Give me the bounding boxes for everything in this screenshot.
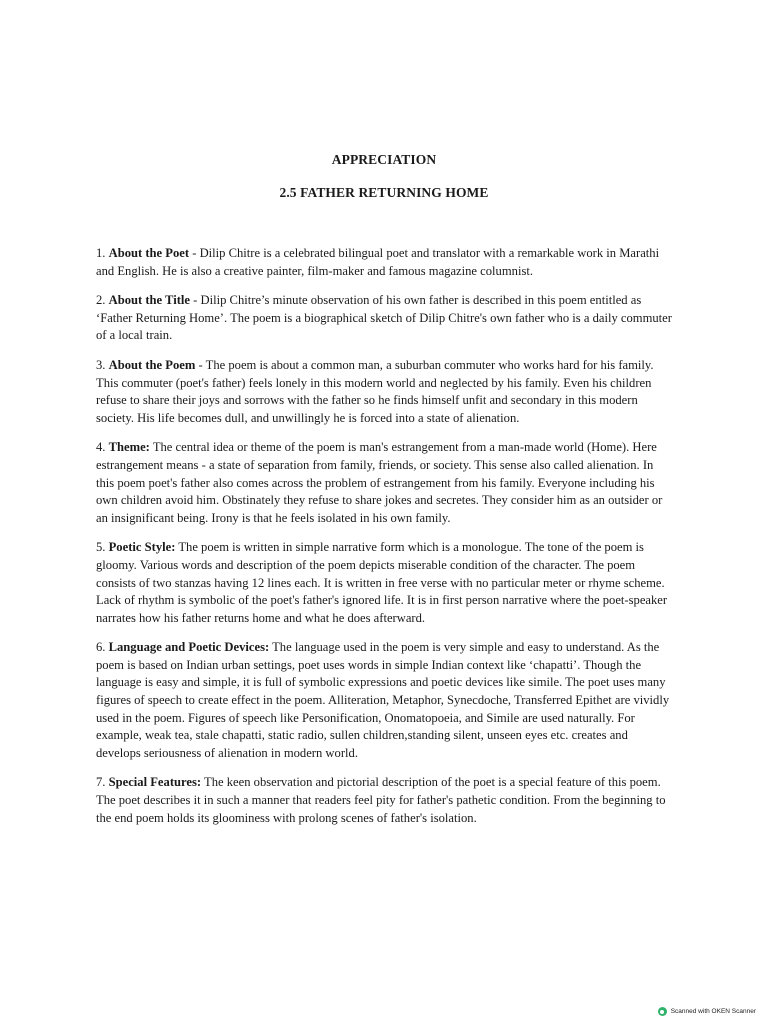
section-number: 4. xyxy=(96,440,106,455)
section-theme xyxy=(96,439,674,527)
section-title: Language and Poetic Devices: xyxy=(108,640,270,655)
section-about-poet: 1. About the Poet - Dilip Chitre is a celebrated bilingual poet and translator with a remarkable work in Marathi and English. He is also a creative painter, film-maker and famous magazine columnist. xyxy=(96,246,660,278)
section-title: Special Features: xyxy=(108,775,202,790)
section-number: 3. xyxy=(96,357,106,372)
section-title: Theme: xyxy=(108,440,150,455)
section-text: The poem is written in simple narrative form which is a monologue. The tone of the poem is gloomy. Various words and description of the poem depicts miserable condition of the character. The poem consists of two stanzas having 12 lines each. It is written in free verse with no particular meter or rhyme scheme. Lack of rhythm is symbolic of the poet's father's ignored life. It is in first person narrative where the poet-speaker narrates how his father returns home and what he does afterward. xyxy=(96,540,668,625)
document-subheading: 2.5 FATHER RETURNING HOME xyxy=(279,185,489,200)
section-special-features xyxy=(96,774,674,827)
section-number: 2. xyxy=(96,293,106,308)
section-title: Poetic Style: xyxy=(108,540,176,555)
section-number: 7. xyxy=(96,775,106,790)
document-heading: APPRECIATION xyxy=(331,152,437,167)
section-number: 5. xyxy=(96,540,106,555)
section-about-poem: 3. About the Poem - The poem is about a common man, a suburban commuter who works hard for his family. This commuter (poet's father) feels lonely in this modern world and neglected by his family. Even his children refuse to share their joys and sorrows with the father so he finds himself unfit and secondary in this modern society. His life becomes dull, and unwillingly he is forced into a state of alienation. xyxy=(96,357,654,425)
section-title: About the Title xyxy=(108,293,191,308)
scanner-watermark-text: Scanned with OKEN Scanner xyxy=(670,1008,756,1015)
section-text: The keen observation and pictorial description of the poet is a special feature of this poem. The poet describes it in such a manner that readers feel pity for father's pathetic condition. From the beginning to the end poem holds its gloominess with prolong scenes of father's isolation. xyxy=(96,775,666,825)
section-title: About the Poet xyxy=(108,246,190,260)
section-title: About the Poem xyxy=(108,357,196,372)
section-language-devices xyxy=(96,639,674,762)
section-poetic-style xyxy=(96,539,674,627)
document-body xyxy=(96,245,674,839)
section-text: The poem is about a common man, a suburban commuter who works hard for his family. This commuter (poet's father) feels lonely in this modern world and neglected by his family. Even his children refuse to share their joys and sorrows with the father so he finds himself unfit and secondary in this modern society. His life becomes dull, and unwillingly he is forced into a state of alienation. xyxy=(96,357,654,425)
section-number: 6. xyxy=(96,640,106,655)
section-about-title: 2. About the Title - Dilip Chitre’s minute observation of his own father is described in this poem entitled as ‘Father Returning Home’. The poem is a biographical sketch of Dilip Chitre's own father who is a daily commuter of a local train. xyxy=(96,293,672,343)
section-text: The language used in the poem is very simple and easy to understand. As the poem is based on Indian urban settings, poet uses words in simple Indian context like ‘chapatti’. Though the language is easy and simple, it is full of symbolic expressions and poetic devices like simile. The poet uses many figures of speech to create effect in the poem. Alliteration, Metaphor, Synecdoche, Transferred Epithet are vividly used in the poem. Figures of speech like Personification, Onomatopoeia, and Simile are used naturally. For example, weak tea, stale chapatti, static radio, sullen children,standing silent, unseen eyes etc. creates and develops seriousness of alienation in modern world. xyxy=(96,640,670,760)
section-text: The central idea or theme of the poem is man's estrangement from a man-made world (Home). Here estrangement means - a state of separation from family, friends, or society. This sense also called alienation. In this poem poet's father also comes across the problem of estrangement from his family. Everyone including his own children avoid him. Obstinately they refuse to share jokes and secretes. They consider him as an outsider or an insignificant being. Irony is that he feels isolated in his own family. xyxy=(96,440,663,525)
section-text: Dilip Chitre is a celebrated bilingual poet and translator with a remarkable work in Marathi and English. He is also a creative painter, film-maker and famous magazine columnist. xyxy=(96,246,660,278)
section-number: 1. xyxy=(96,246,106,260)
scanner-watermark xyxy=(658,1007,756,1016)
section-text: Dilip Chitre’s minute observation of his own father is described in this poem entitled as ‘Father Returning Home’. The poem is a biographical sketch of Dilip Chitre's own father who is a daily commuter of a local train. xyxy=(96,293,672,343)
scanner-logo-icon xyxy=(658,1007,667,1016)
